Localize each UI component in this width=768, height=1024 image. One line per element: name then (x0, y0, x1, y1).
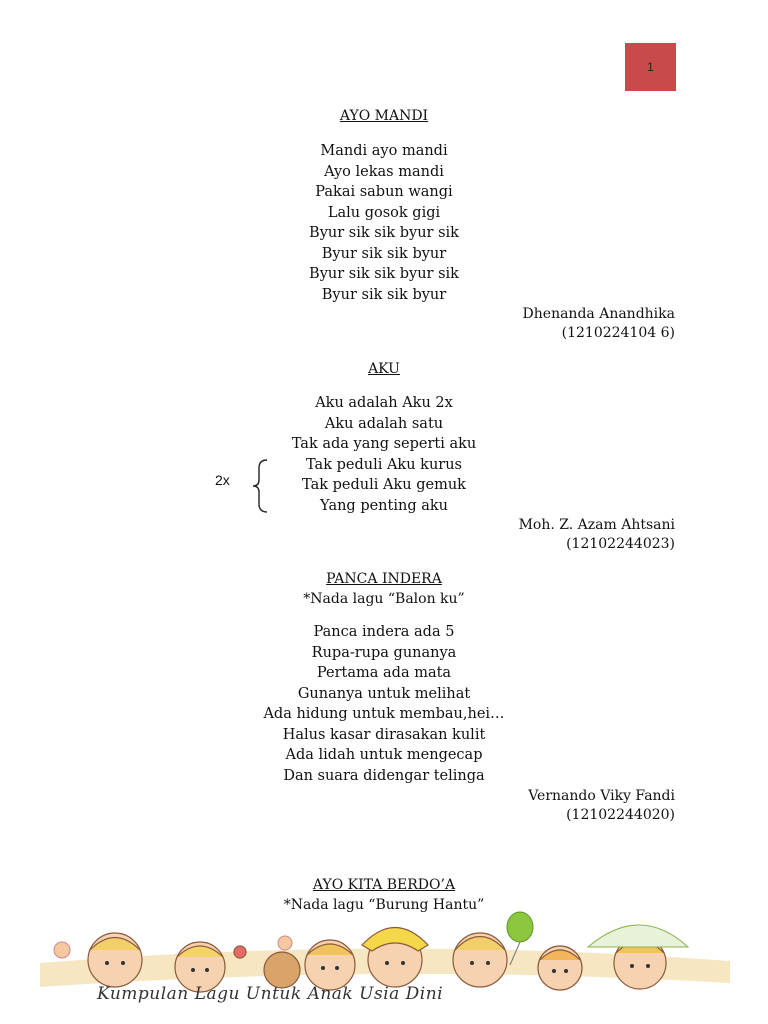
lyric-line: Dan suara didengar telinga (283, 767, 485, 784)
song-lyrics-ayo-mandi (0, 141, 768, 305)
lyric-line: Lalu gosok gigi (327, 204, 441, 221)
lyric-line: Tak ada yang seperti aku (291, 436, 477, 452)
lyric-line: Byur sik sik byur (321, 245, 447, 262)
song-panca-indera (0, 569, 768, 609)
lyric-line: Ada hidung untuk membau,hei… (263, 706, 505, 722)
footer-caption: Kumpulan Lagu Untuk Anak Usia Dini (97, 984, 444, 1004)
lyric-line: Byur sik sik byur (321, 286, 447, 303)
lyric-line: Byur sik sik byur sik (309, 266, 459, 282)
lyric-line: Gunanya untuk melihat (297, 685, 471, 702)
lyric-line: Halus kasar dirasakan kulit (282, 726, 486, 743)
lyric-line: Aku adalah Aku 2x (315, 395, 453, 411)
page-number (625, 43, 676, 91)
song-title: AKU (368, 361, 400, 377)
author-block (523, 305, 675, 343)
author-id: (12102244023) (566, 536, 675, 552)
song-aku (0, 359, 768, 379)
author-block (519, 516, 675, 554)
song-subtitle: *Nada lagu “Balon ku” (303, 591, 465, 607)
lyric-line: Panca indera ada 5 (313, 624, 455, 640)
page-number-text: 1 (647, 60, 654, 74)
lyric-line: Pakai sabun wangi (315, 184, 453, 200)
lyric-line: Rupa-rupa gunanya (311, 644, 457, 661)
lyric-line: Tak peduli Aku gemuk (302, 477, 466, 493)
lyric-line: Ada lidah untuk mengecap (285, 747, 483, 763)
lyric-line: Tak peduli Aku kurus (306, 456, 462, 473)
song-title: AYO MANDI (339, 108, 429, 124)
lyric-line: Yang penting aku (320, 497, 448, 514)
lyric-line: Pertama ada mata (316, 665, 452, 681)
song-title: AYO KITA BERDO’A (312, 877, 456, 893)
repeat-bracket (215, 458, 275, 514)
song-ayo-mandi (0, 106, 768, 126)
author-block (528, 787, 675, 825)
author-id: (1210224104 6) (561, 325, 675, 341)
repeat-label: 2x (215, 472, 230, 488)
curly-brace-icon (251, 458, 271, 514)
lyric-line: Aku adalah satu (324, 415, 444, 432)
author-name: Dhenanda Anandhika (522, 306, 675, 322)
author-name: Moh. Z. Azam Ahtsani (518, 517, 675, 533)
author-id: (12102244020) (566, 807, 675, 823)
song-subtitle: *Nada lagu “Burung Hantu” (283, 897, 485, 913)
lyric-line: Ayo lekas mandi (324, 163, 444, 180)
song-title: PANCA INDERA (326, 571, 442, 587)
song-lyrics-panca-indera (0, 622, 768, 786)
lyric-line: Mandi ayo mandi (320, 143, 448, 159)
lyric-line: Byur sik sik byur sik (309, 225, 459, 241)
song-lyrics-aku (0, 393, 768, 516)
author-name: Vernando Viky Fandi (528, 788, 675, 804)
